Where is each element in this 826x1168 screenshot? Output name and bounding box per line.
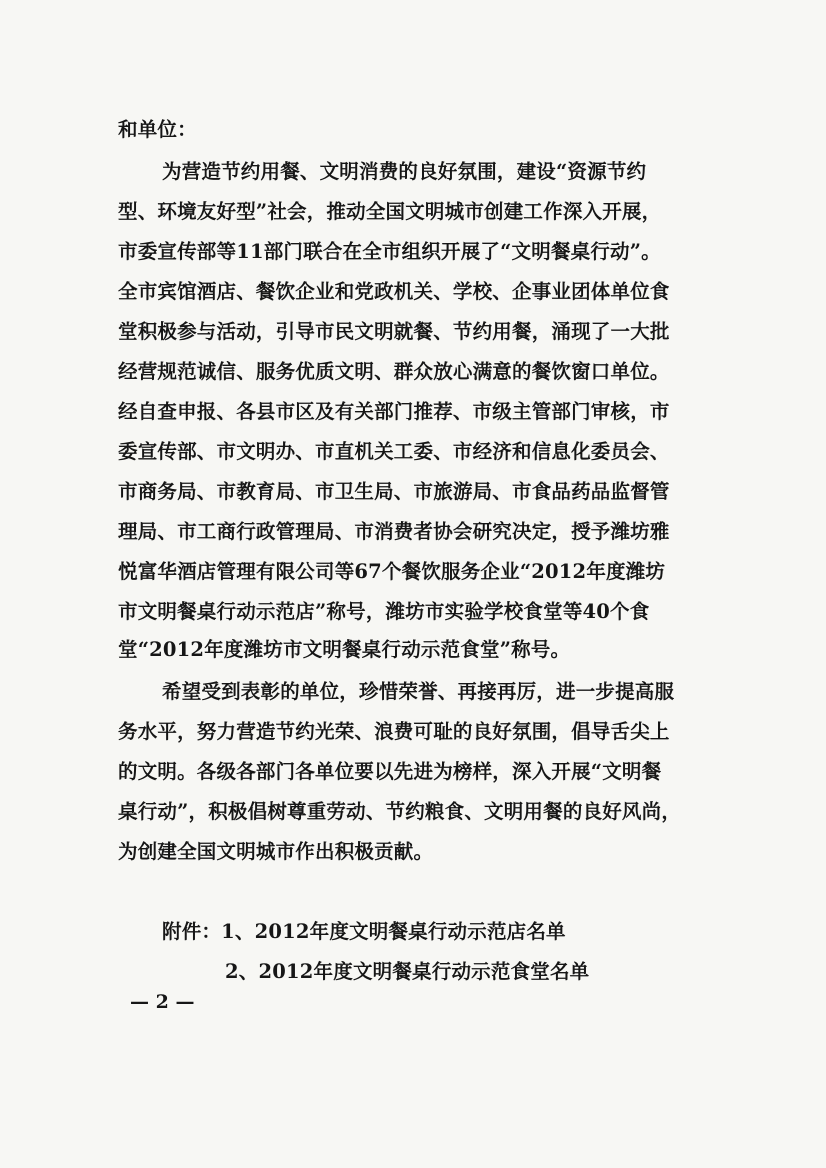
paragraph1-line: 理局、市工商行政管理局、市消费者协会研究决定，授予潍坊雅 bbox=[118, 520, 670, 543]
page-number: — 2 — bbox=[130, 991, 195, 1013]
paragraph2-line: 桌行动”，积极倡树尊重劳动、节约粮食、文明用餐的良好风尚， bbox=[118, 800, 682, 823]
paragraph1-line: 悦富华酒店管理有限公司等67个餐饮服务企业“2012年度潍坊 bbox=[118, 560, 666, 583]
paragraph1-line: 经自查申报、各县市区及有关部门推荐、市级主管部门审核，市 bbox=[118, 400, 670, 423]
paragraph2-line: 希望受到表彰的单位，珍惜荣誉、再接再厉，进一步提高服 bbox=[162, 680, 675, 703]
paragraph2-line: 务水平，努力营造节约光荣、浪费可耻的良好氛围，倡导舌尖上 bbox=[118, 720, 670, 743]
paragraph1-line: 堂“2012年度潍坊市文明餐桌行动示范食堂”称号。 bbox=[118, 638, 571, 661]
paragraph1-line: 市商务局、市教育局、市卫生局、市旅游局、市食品药品监督管 bbox=[118, 480, 670, 503]
paragraph1-line: 市委宣传部等11部门联合在全市组织开展了“文明餐桌行动”。 bbox=[118, 240, 661, 263]
paragraph1-line: 堂积极参与活动，引导市民文明就餐、节约用餐，涌现了一大批 bbox=[118, 320, 670, 343]
attachment-2: 2、2012年度文明餐桌行动示范食堂名单 bbox=[225, 960, 590, 983]
opening-line: 和单位： bbox=[118, 118, 197, 141]
paragraph1-line: 全市宾馆酒店、餐饮企业和党政机关、学校、企事业团体单位食 bbox=[118, 280, 670, 303]
paragraph1-line: 经营规范诚信、服务优质文明、群众放心满意的餐饮窗口单位。 bbox=[118, 360, 670, 383]
paragraph1-line: 市文明餐桌行动示范店”称号，潍坊市实验学校食堂等40个食 bbox=[118, 600, 650, 623]
attachment-1: 附件：1、2012年度文明餐桌行动示范店名单 bbox=[162, 920, 566, 943]
paragraph1-line: 委宣传部、市文明办、市直机关工委、市经济和信息化委员会、 bbox=[118, 440, 670, 463]
paragraph1-line: 型、环境友好型”社会，推动全国文明城市创建工作深入开展， bbox=[118, 200, 662, 223]
paragraph1-line: 为营造节约用餐、文明消费的良好氛围，建设“资源节约 bbox=[162, 160, 647, 183]
paragraph2-line: 的文明。各级各部门各单位要以先进为榜样，深入开展“文明餐 bbox=[118, 760, 662, 783]
paragraph2-line: 为创建全国文明城市作出积极贡献。 bbox=[118, 840, 434, 863]
